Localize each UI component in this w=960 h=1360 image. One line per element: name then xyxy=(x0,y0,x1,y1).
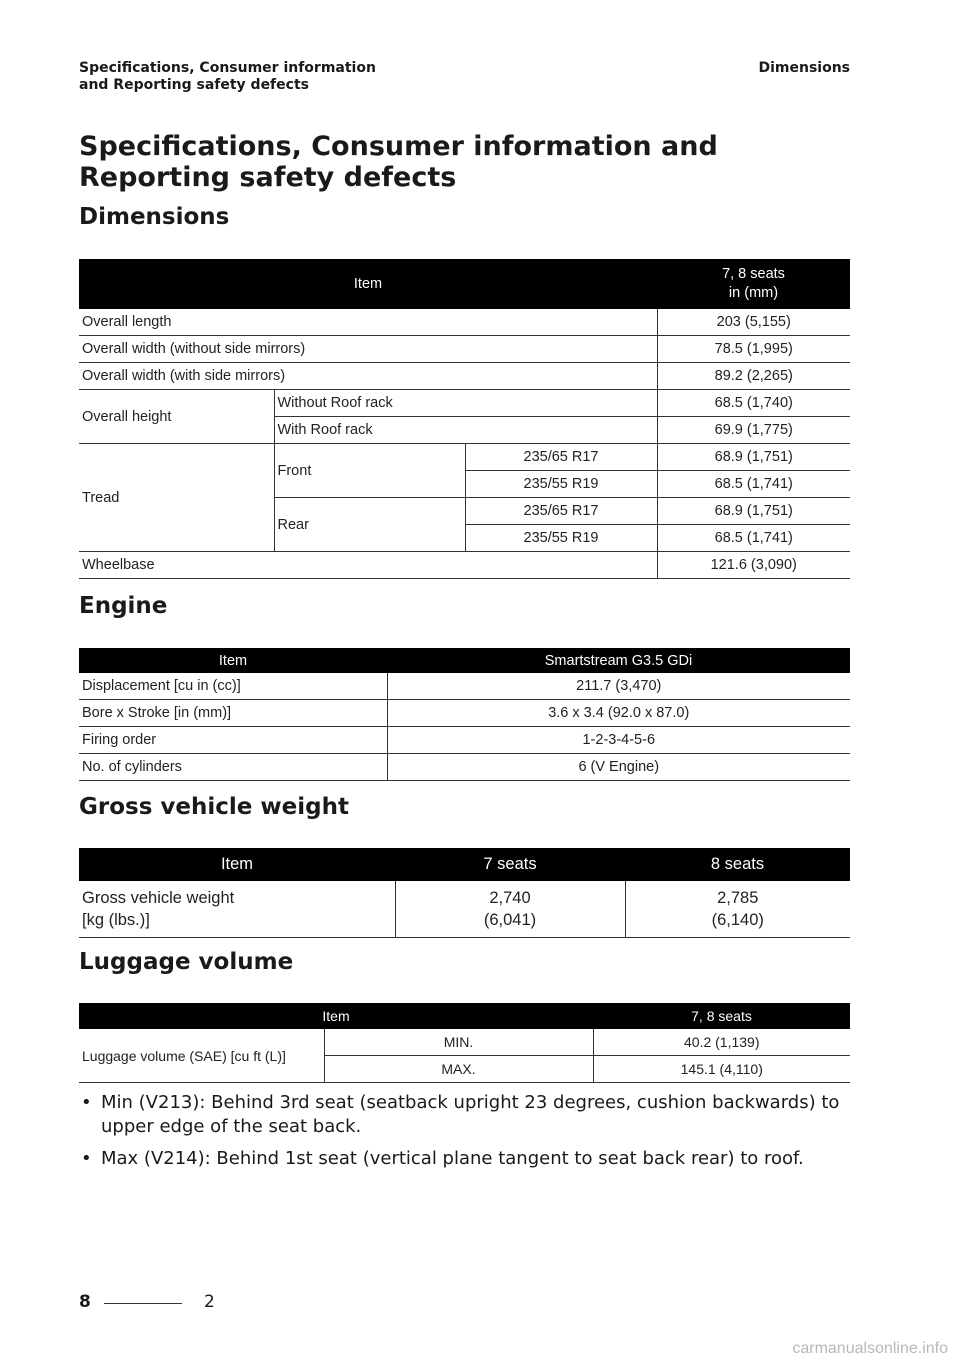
overall-length-label: Overall length xyxy=(79,309,657,336)
table-row xyxy=(79,673,850,700)
cylinders-label: No. of cylinders xyxy=(79,754,387,781)
height-without-roof-rack-label: Without Roof rack xyxy=(274,390,657,417)
engine-header-row xyxy=(79,648,850,673)
tread-rear-r17-tire: 235/65 R17 xyxy=(465,498,657,525)
luggage-notes xyxy=(79,1091,859,1179)
table-row xyxy=(79,754,850,781)
page-number: 2 xyxy=(204,1292,215,1312)
page-title: Specifications, Consumer information and Reporting safety defects xyxy=(79,131,718,193)
firing-order-value: 1-2-3-4-5-6 xyxy=(387,727,850,754)
dimensions-col-value xyxy=(657,259,850,309)
table-row xyxy=(79,444,850,471)
engine-table xyxy=(79,648,850,781)
note-max: • Max (V214): Behind 1st seat (vertical plane tangent to seat back rear) to roof. xyxy=(79,1147,859,1171)
gvw-label-line1: Gross vehicle weight xyxy=(82,889,235,907)
tread-rear-label: Rear xyxy=(274,498,465,552)
gvw-label xyxy=(79,881,395,938)
table-row xyxy=(79,552,850,579)
luggage-min-value: 40.2 (1,139) xyxy=(593,1029,850,1056)
luggage-label: Luggage volume (SAE) [cu ft (L)] xyxy=(79,1029,324,1083)
bore-stroke-value: 3.6 x 3.4 (92.0 x 87.0) xyxy=(387,700,850,727)
bore-stroke-label: Bore x Stroke [in (mm)] xyxy=(79,700,387,727)
dimensions-col-item: Item xyxy=(79,259,657,309)
running-header-section xyxy=(79,60,376,94)
overall-length-value: 203 (5,155) xyxy=(657,309,850,336)
table-row xyxy=(79,700,850,727)
luggage-col-value: 7, 8 seats xyxy=(593,1003,850,1029)
watermark: carmanualsonline.info xyxy=(792,1340,948,1357)
table-row xyxy=(79,336,850,363)
table-row xyxy=(79,390,850,417)
luggage-max-value: 145.1 (4,110) xyxy=(593,1056,850,1083)
tread-rear-r19-value: 68.5 (1,741) xyxy=(657,525,850,552)
firing-order-label: Firing order xyxy=(79,727,387,754)
overall-height-label: Overall height xyxy=(79,390,274,444)
width-no-mirrors-value: 78.5 (1,995) xyxy=(657,336,850,363)
wheelbase-value: 121.6 (3,090) xyxy=(657,552,850,579)
tread-front-r19-value: 68.5 (1,741) xyxy=(657,471,850,498)
luggage-min-label: MIN. xyxy=(324,1029,593,1056)
running-header-line1: Specifications, Consumer information xyxy=(79,60,376,76)
tread-rear-r17-value: 68.9 (1,751) xyxy=(657,498,850,525)
gvw-7-seats-value xyxy=(395,881,625,938)
dimensions-col-value-line2: in (mm) xyxy=(728,285,779,301)
note-min: • Min (V213): Behind 3rd seat (seatback upright 23 degrees, cushion backwards) to upper edge of the seat back. xyxy=(79,1091,859,1139)
gvw-table xyxy=(79,848,850,938)
chapter-number: 8 xyxy=(79,1292,91,1312)
table-row xyxy=(79,309,850,336)
engine-heading: Engine xyxy=(79,593,168,619)
gvw-8-kg: 2,785 xyxy=(717,889,759,907)
dimensions-header-row xyxy=(79,259,850,309)
wheelbase-label: Wheelbase xyxy=(79,552,657,579)
running-header-line2: and Reporting safety defects xyxy=(79,77,309,93)
luggage-max-label: MAX. xyxy=(324,1056,593,1083)
height-with-roof-rack-value: 69.9 (1,775) xyxy=(657,417,850,444)
gvw-8-lbs: (6,140) xyxy=(711,911,764,929)
dimensions-heading: Dimensions xyxy=(79,204,230,230)
gvw-heading: Gross vehicle weight xyxy=(79,794,349,820)
displacement-label: Displacement [cu in (cc)] xyxy=(79,673,387,700)
table-row xyxy=(79,363,850,390)
luggage-heading: Luggage volume xyxy=(79,949,294,975)
gvw-col-7-seats: 7 seats xyxy=(395,848,625,881)
table-row xyxy=(79,727,850,754)
dimensions-col-value-line1: 7, 8 seats xyxy=(722,266,785,282)
table-row xyxy=(79,1029,850,1056)
tread-front-r19-tire: 235/55 R19 xyxy=(465,471,657,498)
width-mirrors-label: Overall width (with side mirrors) xyxy=(79,363,657,390)
displacement-value: 211.7 (3,470) xyxy=(387,673,850,700)
tread-label: Tread xyxy=(79,444,274,552)
tread-front-r17-value: 68.9 (1,751) xyxy=(657,444,850,471)
luggage-table xyxy=(79,1003,850,1083)
gvw-7-lbs: (6,041) xyxy=(483,911,537,929)
running-header-topic: Dimensions xyxy=(758,60,850,76)
page-number-divider xyxy=(104,1303,182,1304)
luggage-header-row xyxy=(79,1003,850,1029)
tread-front-label: Front xyxy=(274,444,465,498)
gvw-header-row xyxy=(79,848,850,881)
dimensions-table xyxy=(79,259,850,579)
engine-col-item: Item xyxy=(79,648,387,673)
gvw-8-seats-value xyxy=(625,881,850,938)
gvw-col-8-seats: 8 seats xyxy=(625,848,850,881)
luggage-col-item: Item xyxy=(79,1003,593,1029)
height-with-roof-rack-label: With Roof rack xyxy=(274,417,657,444)
gvw-7-kg: 2,740 xyxy=(489,889,531,907)
width-no-mirrors-label: Overall width (without side mirrors) xyxy=(79,336,657,363)
tread-front-r17-tire: 235/65 R17 xyxy=(465,444,657,471)
height-without-roof-rack-value: 68.5 (1,740) xyxy=(657,390,850,417)
tread-rear-r19-tire: 235/55 R19 xyxy=(465,525,657,552)
cylinders-value: 6 (V Engine) xyxy=(387,754,850,781)
table-row xyxy=(79,881,850,938)
width-mirrors-value: 89.2 (2,265) xyxy=(657,363,850,390)
engine-col-value: Smartstream G3.5 GDi xyxy=(387,648,850,673)
gvw-label-line2: [kg (lbs.)] xyxy=(82,911,150,929)
gvw-col-item: Item xyxy=(79,848,395,881)
